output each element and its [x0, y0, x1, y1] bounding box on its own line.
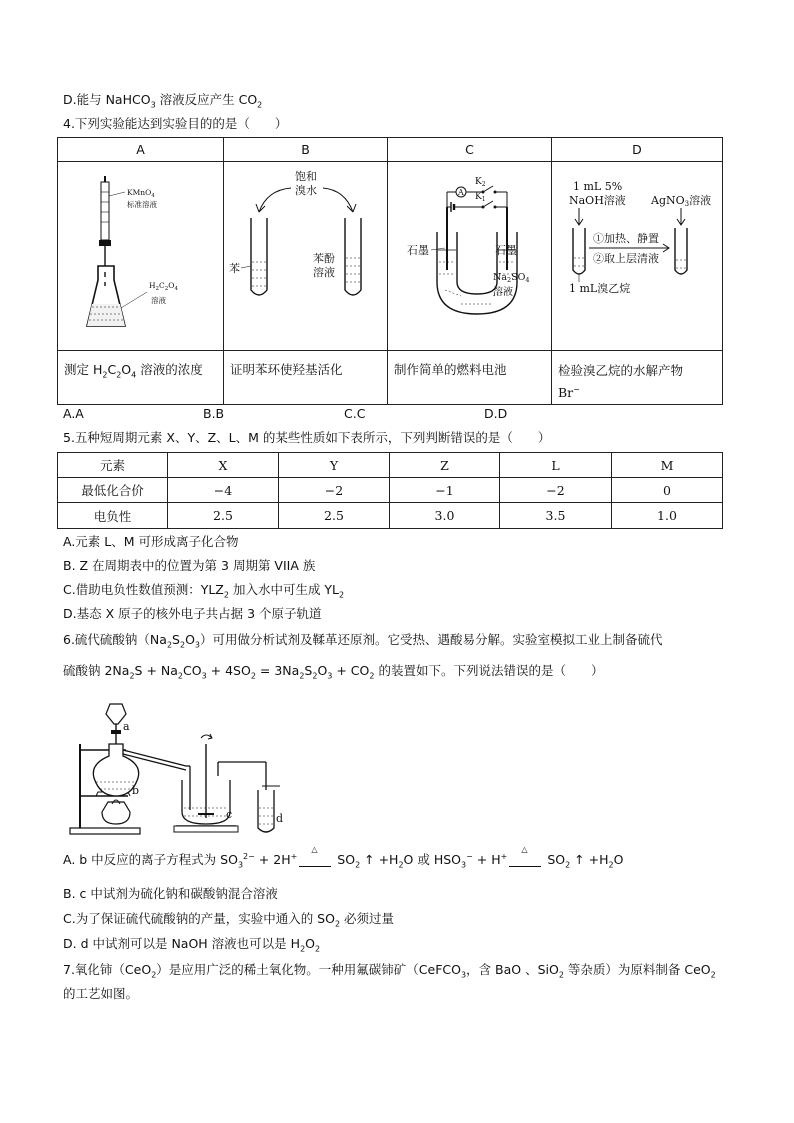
svg-text:d: d	[276, 812, 284, 825]
svg-text:K2: $K_2$	[474, 177, 486, 188]
svg-text:饱和: 饱和	[294, 170, 317, 183]
q5-header-m: M	[612, 453, 723, 478]
q5-stem: 5.五种短周期元素 X、Y、Z、L、M 的某些性质如下表所示，下列判断错误的是（ ）	[63, 430, 551, 445]
svg-text:A: A	[457, 188, 464, 197]
q4-header-b: B	[224, 138, 388, 162]
q5-cell: −4	[168, 478, 279, 503]
q6-apparatus-diagram	[66, 700, 306, 840]
q5-header-l: L	[500, 453, 612, 478]
q5-option-d[interactable]: D.基态 X 原子的核外电子共占据 3 个原子轨道	[63, 606, 322, 621]
q5-header-z: Z	[390, 453, 500, 478]
svg-text:标准溶液: 标准溶液	[126, 200, 157, 209]
svg-text:b: b	[132, 784, 140, 797]
q4-header-a: A	[58, 138, 224, 162]
svg-text:a: a	[123, 720, 130, 733]
svg-text:石墨: 石墨	[406, 244, 429, 257]
q4-caption-a: 测定 $H_2C_2O_4$ 溶液的浓度	[58, 351, 224, 405]
svg-text:溶液: 溶液	[492, 287, 513, 298]
svg-text:Na2SO4: $Na_2SO_4$	[492, 272, 530, 284]
svg-text:溴水: 溴水	[294, 184, 317, 197]
q4-header-c: C	[388, 138, 552, 162]
svg-text:K1: $K_1$	[474, 192, 486, 203]
svg-text:NaOH溶液: NaOH溶液	[568, 194, 626, 207]
q5-option-b[interactable]: B. Z 在周期表中的位置为第 3 周期第 VIIA 族	[63, 558, 316, 573]
svg-text:石墨: 石墨	[494, 244, 517, 257]
svg-text:H2C2O4: $H_2C_2O_4$	[148, 281, 178, 292]
q4-figure-d	[552, 162, 723, 351]
q4-header-d: D	[552, 138, 723, 162]
svg-text:溶液: 溶液	[150, 296, 166, 305]
q5-header-y: Y	[279, 453, 390, 478]
q5-cell: 1.0	[612, 503, 723, 529]
q4-caption-d: 检验溴乙烷的水解产物 Br−	[552, 351, 723, 405]
q4-caption-c: 制作简单的燃料电池	[388, 351, 552, 405]
q3-option-d: D.能与 NaHCO$_3$ 溶液反应产生 $CO_2$	[63, 92, 263, 110]
q5-cell: 2.5	[279, 503, 390, 529]
svg-text:c: c	[226, 808, 233, 821]
svg-text:1 mL 5%: 1 mL 5%	[572, 180, 622, 193]
q4-option-a[interactable]: A.A	[63, 406, 84, 421]
q6-option-b[interactable]: B. c 中试剂为硫化钠和碳酸钠混合溶液	[63, 886, 278, 901]
q5-header-x: X	[168, 453, 279, 478]
q7-stem-line2: 的工艺如图。	[63, 986, 139, 1001]
q4-option-d[interactable]: D.D	[484, 406, 508, 421]
q6-option-c[interactable]: C.为了保证硫代硫酸钠的产量，实验中通入的 $SO_2$ 必须过量	[63, 911, 395, 929]
q4-figure-b	[224, 162, 388, 351]
q5-cell: −2	[279, 478, 390, 503]
svg-text:①加热、静置: ①加热、静置	[592, 232, 659, 245]
q6-stem-line1: 6.硫代硫酸钠$(Na_2S_2O_3)$可用做分析试剂及鞣革还原剂。它受热、遇酸易分解。实验室模拟工业上制备硫代	[63, 632, 663, 650]
q4-figure-a	[58, 162, 224, 351]
svg-text:苯酚: 苯酚	[312, 252, 335, 265]
q5-row-valence-label: 最低化合价	[58, 478, 168, 503]
q4-figure-c	[388, 162, 552, 351]
heat-arrow-icon: △	[299, 854, 331, 867]
q5-header-element: 元素	[58, 453, 168, 478]
q4-table	[57, 137, 723, 405]
q6-option-d[interactable]: D. d 中试剂可以是 NaOH 溶液也可以是 $H_2O_2$	[63, 936, 321, 954]
svg-text:AgNO3溶液: AgNO3溶液	[650, 194, 711, 208]
q6-option-a[interactable]: A. b 中反应的离子方程式为 $SO_3^{2-} + 2H^+$ △ $SO_2$ ↑ $+H_2O$ 或 $HSO_3^- + H^+$ △ $SO_2$ ↑ $+H_2O$	[63, 845, 624, 870]
q4-option-b[interactable]: B.B	[203, 406, 225, 421]
q4-stem: 4.下列实验能达到实验目的的是（ ）	[63, 116, 288, 131]
q5-cell: 0	[612, 478, 723, 503]
svg-text:苯: 苯	[228, 262, 240, 275]
q5-option-a[interactable]: A.元素 L、M 可形成离子化合物	[63, 534, 239, 549]
q5-option-c[interactable]: C.借助电负性数值预测：$YLZ_2$ 加入水中可生成 $YL_2$	[63, 582, 345, 600]
q5-cell: 2.5	[168, 503, 279, 529]
q4-caption-b: 证明苯环使羟基活化	[224, 351, 388, 405]
q5-cell: −2	[500, 478, 612, 503]
q5-table	[57, 452, 723, 529]
q5-row-electronegativity-label: 电负性	[58, 503, 168, 529]
q4-options	[63, 406, 563, 422]
svg-text:1 mL溴乙烷: 1 mL溴乙烷	[568, 282, 630, 295]
q5-cell: 3.5	[500, 503, 612, 529]
svg-text:KMnO4: KMnO$_4$	[126, 188, 155, 199]
svg-text:②取上层清液: ②取上层清液	[592, 252, 659, 265]
heat-arrow-icon: △	[509, 854, 541, 867]
q5-cell: −1	[390, 478, 500, 503]
q5-cell: 3.0	[390, 503, 500, 529]
q4-option-c[interactable]: C.C	[344, 406, 366, 421]
q6-stem-line2: 硫酸钠 $2Na_2S + Na_2CO_3 + 4SO_2 = 3Na_2S_2O_3 + CO_2$ 的装置如下。下列说法错误的是（ ）	[63, 663, 604, 681]
q7-stem-line1: 7.氧化铈（CeO$_2$）是应用广泛的稀土氧化物。一种用氟碳铈矿（CeFCO$_3$，含 BaO 、SiO$_2$ 等杂质）为原料制备 CeO$_2$	[63, 962, 716, 980]
svg-text:溶液: 溶液	[312, 266, 335, 279]
